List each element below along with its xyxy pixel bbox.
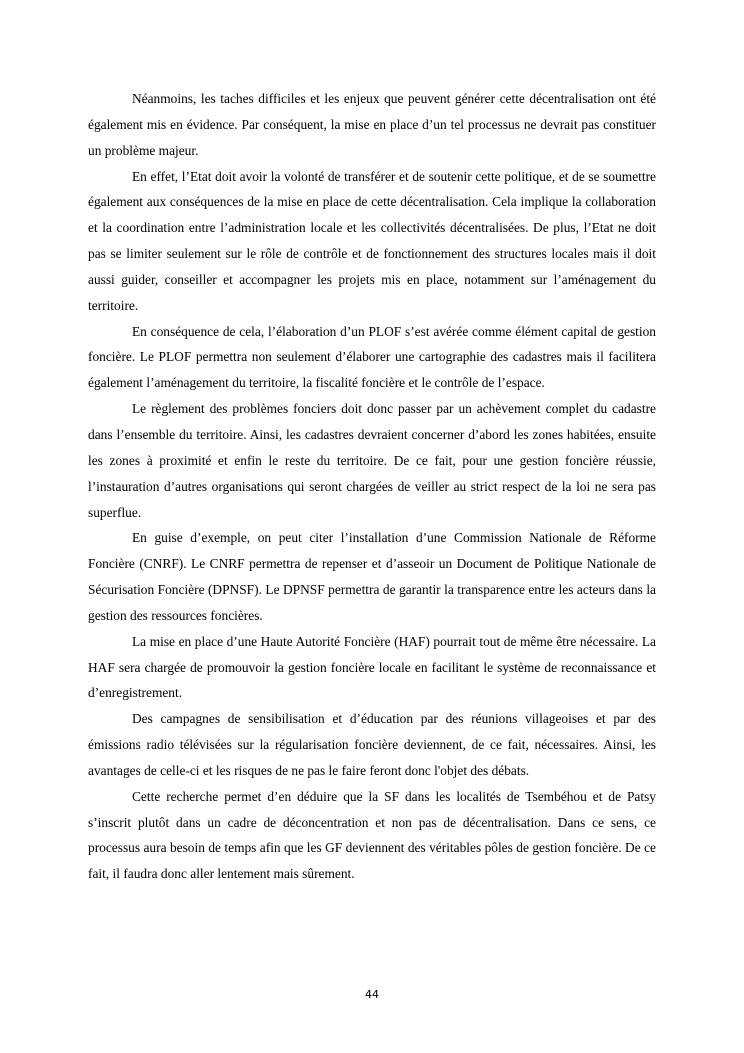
page-number: 44 bbox=[365, 988, 379, 1001]
paragraph-4: Le règlement des problèmes fonciers doit donc passer par un achèvement complet du cadastre dans l’ensemble du territoire. Ainsi, les cadastres devraient concerner d’abord les zones habitées, ensuite les zones à proximité et enfin le reste du territoire. De ce fait, pour une gestion foncière réussie, l’instauration d’autres organisations qui seront chargées de veiller au strict respect de la loi ne sera pas superflue. bbox=[88, 401, 656, 520]
paragraph-8: Cette recherche permet d’en déduire que la SF dans les localités de Tsembéhou et de Patsy s’inscrit plutôt dans un cadre de déconcentration et non pas de décentralisation. Dans ce sens, ce processus aura besoin de temps afin que les GF deviennent des véritables pôles de gestion foncière. De ce fait, il faudra donc aller lentement mais sûrement. bbox=[88, 788, 656, 882]
paragraph-3: En conséquence de cela, l’élaboration d’un PLOF s’est avérée comme élément capital de gestion foncière. Le PLOF permettra non seulement d’élaborer une cartographie des cadastres mais il facilitera également l’aménagement du territoire, la fiscalité foncière et le contrôle de l’espace. bbox=[88, 323, 656, 391]
paragraph-2: En effet, l’Etat doit avoir la volonté de transférer et de soutenir cette politique, et de se soumettre également aux conséquences de la mise en place de cette décentralisation. Cela implique la collaboration et la coordination entre l’administration locale et les collectivités décentralisées. De plus, l’Etat ne doit pas se limiter seulement sur le rôle de contrôle et de fonctionnement des structures locales mais il doit aussi guider, conseiller et accompagner les projets mis en place, notamment sur l’aménagement du territoire. bbox=[88, 168, 656, 313]
paragraph-6: La mise en place d’une Haute Autorité Foncière (HAF) pourrait tout de même être nécessaire. La HAF sera chargée de promouvoir la gestion foncière locale en facilitant le système de reconnaissance et d’enregistrement. bbox=[88, 633, 656, 701]
paragraph-1: Néanmoins, les taches difficiles et les enjeux que peuvent générer cette décentralisation ont été également mis en évidence. Par conséquent, la mise en place d’un tel processus ne devrait pas constituer un problème majeur. bbox=[88, 91, 656, 158]
body-text bbox=[88, 86, 656, 887]
paragraph-5: En guise d’exemple, on peut citer l’installation d’une Commission Nationale de Réforme Foncière (CNRF). Le CNRF permettra de repenser et d’asseoir un Document de Politique Nationale de Sécurisation Foncière (DPNSF). Le DPNSF permettra de garantir la transparence entre les acteurs dans la gestion des ressources foncières. bbox=[88, 530, 656, 623]
paragraph-7: Des campagnes de sensibilisation et d’éducation par des réunions villageoises et par des émissions radio télévisées sur la régularisation foncière deviennent, de ce fait, nécessaires. Ainsi, les avantages de celle-ci et les risques de ne pas le faire feront donc l'objet des débats. bbox=[88, 711, 656, 778]
